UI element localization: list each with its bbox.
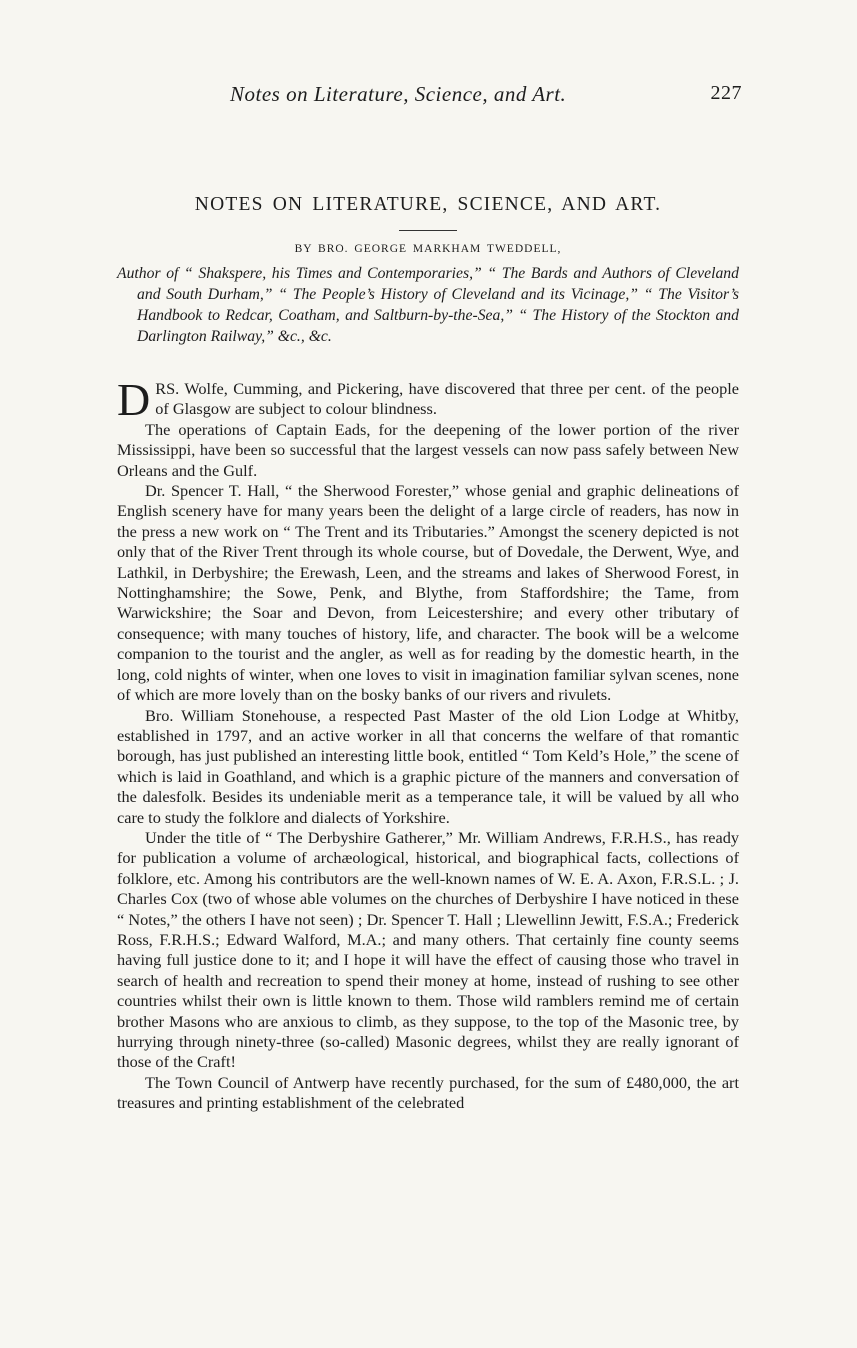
page: [117, 82, 742, 1114]
drop-cap: D: [117, 374, 151, 425]
byline: BY BRO. GEORGE MARKHAM TWEDDELL,: [294, 243, 562, 255]
paragraph-2: The operations of Captain Eads, for the deepening of the lower portion of the river Mississippi, have been so successful that the largest vessels can now pass safely between New Orleans and the Gulf.: [117, 419, 739, 480]
running-head-title: Notes on Literature, Science, and Art.: [230, 82, 567, 106]
article-body: [117, 374, 739, 1114]
title-rule: [399, 230, 457, 231]
article-title: NOTES ON LITERATURE, SCIENCE, AND ART.: [194, 194, 662, 215]
paragraph-6: The Town Council of Antwerp have recently purchased, for the sum of £480,000, the art treasures and printing establishment of the celebrated: [117, 1072, 739, 1113]
author-credits: Author of “ Shakspere, his Times and Contemporaries,” “ The Bards and Authors of Cleveland and South Durham,” “ The People’s History of Cleveland and its Vicinage,” “ The Visitor’s Handbook to Redcar, Coatham, and Saltburn-by-the-Sea,” “ The History of the Stockton and Darlington Railway,” &c., &c.: [117, 265, 739, 345]
page-number: 227: [710, 82, 742, 104]
paragraph-1-text: RS. Wolfe, Cumming, and Pickering, have discovered that three per cent. of the people of Glasgow are subject to colour blindness.: [155, 379, 739, 419]
paragraph-3: Dr. Spencer T. Hall, “ the Sherwood Forester,” whose genial and graphic delineations of English scenery have for many years been the delight of a large circle of readers, has now in the press a new work on “ The Trent and its Tributaries.” Amongst the scenery depicted is not only that of the River Trent through its whole course, but of Dovedale, the Derwent, Wye, and Lathkil, in Derbyshire; the Erewash, Leen, and the streams and lakes of Sherwood Forest, in Nottinghamshire; the Sowe, Penk, and Blythe, from Staffordshire; the Tame, from Warwickshire; the Soar and Devon, from Leicestershire; and every other tributary of consequence; with many touches of history, life, and character. The book will be a welcome companion to the tourist and the angler, as well as for reading by the domestic hearth, in the long, cold nights of winter, when one loves to visit in imagination familiar sylvan scenes, none of which are more lovely than on the bosky banks of our rivers and rivulets.: [117, 481, 739, 705]
paragraph-1: [117, 374, 739, 425]
paragraph-5: Under the title of “ The Derbyshire Gatherer,” Mr. William Andrews, F.R.H.S., has ready for publication a volume of archæological, historical, and biographical facts, collections of folklore, etc. Among his contributors are the well-known names of W. E. A. Axon, F.R.S.L. ; J. Charles Cox (two of whose able volumes on the churches of Derbyshire I have noticed in these “ Notes,” the others I have not seen) ; Dr. Spencer T. Hall ; Llewellinn Jewitt, F.S.A.; Frederick Ross, F.R.H.S.; Edward Walford, M.A.; and many others. That certainly fine county seems having full justice done to it; and I hope it will have the effect of causing those who travel in search of health and recreation to spend their money at home, instead of rushing to see other countries whilst their own is little known to them. Those wild ramblers remind me of certain brother Masons who are anxious to climb, as they suppose, to the top of the Masonic tree, by hurrying through ninety-three (so-called) Masonic degrees, whilst they are really ignorant of those of the Craft!: [117, 827, 739, 1072]
running-head: [117, 82, 742, 118]
paragraph-4: Bro. William Stonehouse, a respected Past Master of the old Lion Lodge at Whitby, established in 1797, and an active worker in all that concerns the welfare of that romantic borough, has just published an interesting little book, entitled “ Tom Keld’s Hole,” the scene of which is laid in Goathland, and which is a graphic picture of the manners and conversation of the dalesfolk. Besides its undeniable merit as a temperance tale, it will be valued by all who care to study the folklore and dialects of Yorkshire.: [117, 705, 739, 827]
